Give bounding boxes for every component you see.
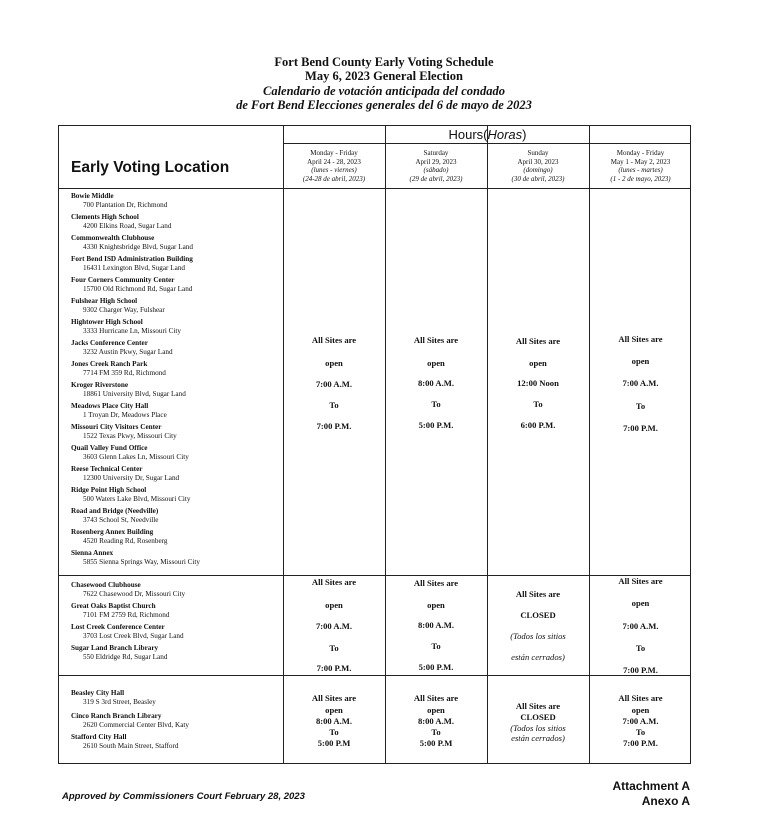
row-divider <box>59 188 690 189</box>
site-entry: Four Corners Community Center 15700 Old Richmond Rd, Sugar Land <box>71 276 193 293</box>
column-header: Monday - Friday May 1 - May 2, 2023 (lunes - martes) (1 - 2 de mayo, 2023) <box>610 149 671 183</box>
col-divider <box>487 126 488 763</box>
column-header: Saturday April 29, 2023 (sábado) (29 de abril, 2023) <box>409 149 463 183</box>
site-entry: Bowie Middle 700 Plantation Dr, Richmond <box>71 192 168 209</box>
site-entry: Great Oaks Baptist Church 7101 FM 2759 Rd, Richmond <box>71 602 170 619</box>
location-column-title: Early Voting Location <box>71 159 230 176</box>
site-entry: Jacks Conference Center 3232 Austin Pkwy, Sugar Land <box>71 339 173 356</box>
site-entry: Fort Bend ISD Administration Building 16431 Lexington Blvd, Sugar Land <box>71 255 193 272</box>
site-entry: Meadows Place City Hall 1 Troyan Dr, Meadows Place <box>71 402 167 419</box>
title-line-1: Fort Bend County Early Voting Schedule <box>274 55 494 69</box>
site-entry: Cinco Ranch Branch Library 2620 Commercial Center Blvd, Katy <box>71 712 189 729</box>
site-entry: Reese Technical Center 12300 University Dr, Sugar Land <box>71 465 180 482</box>
site-entry: Fulshear High School 9302 Charger Way, Fulshear <box>71 297 165 314</box>
title-line-2: May 6, 2023 General Election <box>305 69 463 83</box>
site-entry: Road and Bridge (Needville) 3743 School St, Needville <box>71 507 159 524</box>
site-entry: Quail Valley Fund Office 3603 Glenn Lakes Ln, Missouri City <box>71 444 189 461</box>
attachment-es: Anexo A <box>641 794 690 808</box>
site-entry: Chasewood Clubhouse 7622 Chasewood Dr, Missouri City <box>71 581 186 598</box>
hours-title: Hours(Horas) <box>448 127 527 142</box>
row-divider <box>283 143 690 144</box>
site-entry: Commonwealth Clubhouse 4330 Knightsbridge Blvd, Sugar Land <box>71 234 193 251</box>
site-entry: Lost Creek Conference Center 3703 Lost Creek Blvd, Sugar Land <box>71 623 184 640</box>
site-entry: Clements High School 4200 Elkins Road, Sugar Land <box>71 213 172 230</box>
site-entry: Kroger Riverstone 18861 University Blvd, Sugar Land <box>71 381 186 398</box>
title-line-3: Calendario de votación anticipada del condado <box>262 84 505 98</box>
site-entry: Missouri City Visitors Center 1522 Texas Pkwy, Missouri City <box>71 423 177 440</box>
site-entry: Sienna Annex 5855 Sienna Springs Way, Missouri City <box>71 549 201 566</box>
attachment-en: Attachment A <box>612 779 690 793</box>
site-entry: Jones Creek Ranch Park 7714 FM 359 Rd, Richmond <box>71 360 166 377</box>
column-header: Monday - Friday April 24 - 28, 2023 (lunes - viernes) (24-28 de abril, 2023) <box>302 149 366 183</box>
row-divider <box>59 675 690 676</box>
site-entry: Rosenberg Annex Building 4520 Reading Rd, Rosenberg <box>71 528 168 545</box>
title-line-4: de Fort Bend Elecciones generales del 6 de mayo de 2023 <box>236 98 532 112</box>
site-entry: Stafford City Hall 2610 South Main Street, Stafford <box>71 733 179 750</box>
column-header: Sunday April 30, 2023 (domingo) (30 de abril, 2023) <box>511 149 565 183</box>
site-entry: Hightower High School 3333 Hurricane Ln, Missouri City <box>71 318 182 335</box>
attachment-label <box>612 779 690 809</box>
site-entry: Ridge Point High School 500 Waters Lake Blvd, Missouri City <box>71 486 191 503</box>
approval-note: Approved by Commissioners Court February 28, 2023 <box>62 791 305 802</box>
site-entry: Sugar Land Branch Library 550 Eldridge Rd, Sugar Land <box>71 644 168 661</box>
early-voting-table: Hours(Horas) Early Voting Location Monday - Friday April 24 - 28, 2023 (lunes - viernes) (24-28 de abril, 2023) Saturday April 29, 2023 (sábado) (29 de abril, 2023) Sunday April 30, 2023 (domingo) (30 de abril, 2023) Monday - Friday May 1 - May 2, 2023 (lunes - martes) (1 - 2 de mayo, 2023) Bowie Middle 700 Plantation Dr, Richmond Clements High School 4200 Elkins Road, Sugar Land Commonwealth Clubhouse 4330 Knightsbridge Blvd, Sugar Land Fort Bend ISD Administration Building 16431 Lexington Blvd, Sugar Land Four Corners Community Center 15700 Old Richmond Rd, Sugar Land Fulshear High School 9302 Charger Way, Fulshear Hightower High School 3333 Hurricane Ln, Missouri City Jacks Conference Center 3232 Austin Pkwy, Sugar Land Jones Creek Ranch Park 7714 FM 359 Rd, Richmond Kroger Riverstone 18861 University Blvd, Sugar Land Meadows Place City Hall 1 Troyan Dr, Meadows Place Missouri City Visitors Center 1522 Texas Pkwy, Missouri City Quail Valley Fund Office 3603 Glenn Lakes Ln, Missouri City Reese Technical Center 12300 University Dr, Sugar Land Ridge Point High School 500 Waters Lake Blvd, Missouri City Road and Bridge (Needville) 3743 School St, Needville Rosenberg Annex Building 4520 Reading Rd, Rosenberg Sienna Annex 5855 Sienna Springs Way, Missouri City All Sites are open 7:00 A.M. To 7:00 P.M. All Sites are open 8:00 A.M. To 5:00 P.M. All Sites are open 12:00 Noon To 6:00 P.M. All Sites are open 7:00 A.M. To 7:00 P.M. Chasewood Clubhouse 7622 Chasewood Dr, Missouri City Great Oaks Baptist Church 7101 FM 2759 Rd, Richmond Lost Creek Conference Center 3703 Lost Creek Blvd, Sugar Land Sugar Land Branch Library 550 Eldridge Rd, Sugar Land All Sites are open 7:00 A.M. To 7:00 P.M. All Sites are open 8:00 A.M. To 5:00 P.M. All Sites are CLOSED (Todos los sitios están cerrados) All Sites are open 7:00 A.M. To 7:00 P.M. Beasley City Hall 319 S 3rd Street, Beasley Cinco Ranch Branch Library 2620 Commercial Center Blvd, Katy Stafford City Hall 2610 South Main Street, Stafford All Sites are open 8:00 A.M. To 5:00 P.M All Sites are open 8:00 A.M. To 5:00 P.M All Sites are CLOSED (Todos los sitios están cerrados) All Sites are open 7:00 A.M. To 7:00 P.M. <box>58 125 691 764</box>
site-entry: Beasley City Hall 319 S 3rd Street, Beasley <box>71 689 156 706</box>
